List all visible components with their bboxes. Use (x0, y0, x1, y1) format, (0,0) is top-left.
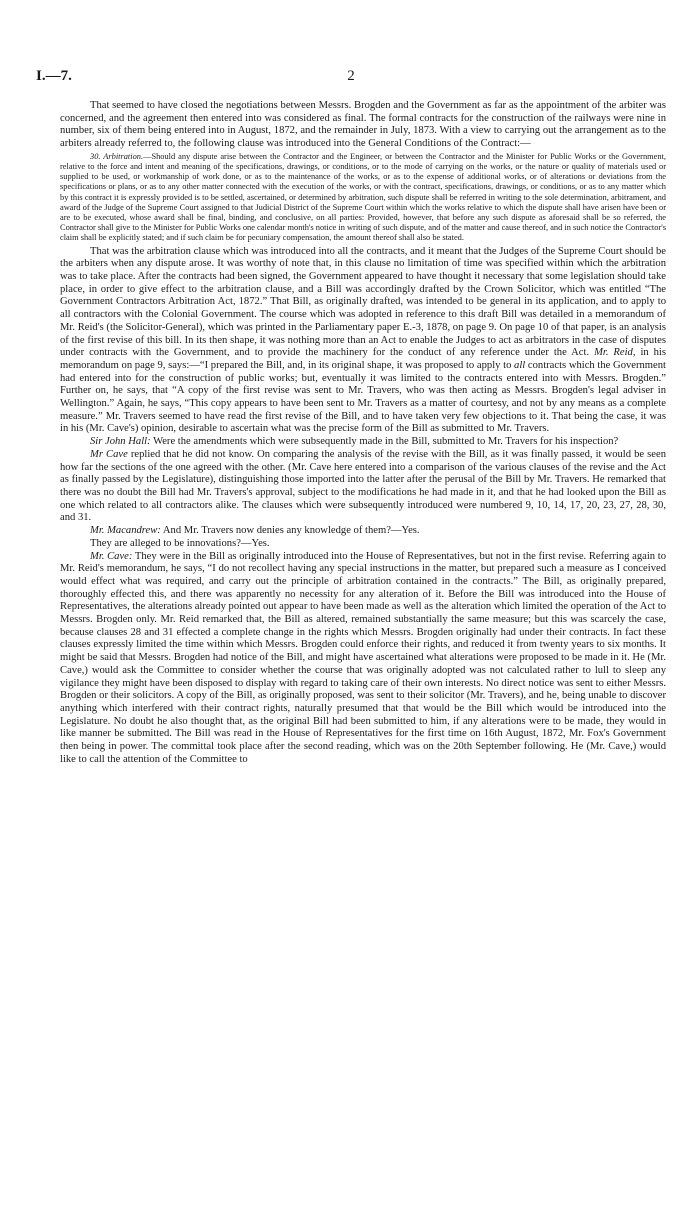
paragraph-hall-text: Were the amendments which were subsequently made in the Bill, submitted to Mr. Travers for his inspection? (150, 436, 619, 448)
paragraph-innovations: They are alleged to be innovations?—Yes. (90, 537, 270, 549)
arbitration-clause-quote (60, 152, 666, 244)
emphasis-all: all (514, 359, 526, 371)
speaker-hall: Sir John Hall: (90, 436, 151, 448)
paragraph-hall (60, 436, 666, 449)
paragraph-arbitration-text-3: contracts which the Government had entered into for the construction of public works; but, eventually it was limited to the contracts entered into with Messrs. Brogden.” Further on, he says, that “A copy of the first revise was sent to Mr. Travers, who was then acting as Messrs. Brogden's legal adviser in Wellington.” Again, he says, “This copy appears to have been sent to Mr. Travers as a matter of courtesy, and not by any means as a complete measure.” Mr. Travers seemed to have read the first revise of the Bill, and to have taken very few objections to it. That being the case, it was in his (Mr. Cave's) opinion, desirable to ascertain what was the precise form of the Bill as submitted to Mr. Travers. (60, 359, 666, 435)
paragraph-intro: That seemed to have closed the negotiations between Messrs. Brogden and the Government as far as the appointment of the arbiter was concerned, and the agreement then entered into was considered as final. The formal contracts for the construction of the railways were nine in number, six of them being entered into in August, 1872, and the remainder in July, 1873. With a view to carrying out the arrangement as to the arbiters already referred to, the following clause was introduced into the General Conditions of the Contract:— (60, 100, 666, 150)
paragraph-cave-long-text: They were in the Bill as originally introduced into the House of Representatives, but not in the first revise. Referring again to Mr. Reid's memorandum, he says, “I do not recollect having any special instructions in the matter, but prepared such a measure as I conceived would effect what was required, and carry out the principle of arbitration contained in the contracts.” The Bill, as originally prepared, thoroughly effected this, and there was apparently no necessity for any alteration of it. Before the Bill was introduced into the House of Representatives, the alterations already pointed out appear to have been made as well as the alteration which limited the operation of the Act to Messrs. Brogden only. Mr. Reid remarked that, the Bill as altered, remained substantially the same measure; but this was scarcely the case, because clauses 28 and 31 effected a complete change in the rights which Messrs. Brogden originally had under their contracts. In fact these clauses expressly limited the time within which Messrs. Brogden could enforce their rights, and reduced it from twenty years to six months. It might be said that Messrs. Brogden had notice of the Bill, and might have ascertained what alterations were proposed to be made in it. He (Mr. Cave,) would ask the Committee to consider whether the course that was originally adopted was not calculated rather to lull to sleep any vigilance they might have been disposed to display with regard to taking care of their own interests. No direct notice was sent to either Messrs. Brogden or their solicitors. A copy of the Bill, as originally proposed, was sent to their solicitor (Mr. Travers), and he, being unable to discover anything which interfered with their contract rights, naturally presumed that that would be the Bill which would be introduced into the Legislature. No doubt he also thought that, as the original Bill had been submitted to him, if any alterations were to be made, they would in like manner be submitted. The Bill was read in the House of Representatives for the first time on 16th August, 1872, Mr. Fox's Government then being in power. The committal took place after the second reading, which was on the 20th September following. He (Mr. Cave,) would like to call the attention of the Committee to (60, 550, 666, 765)
speaker-reid: Mr. Reid, (594, 347, 636, 359)
paragraph-arbitration-text: That was the arbitration clause which was introduced into all the contracts, and it meant that the Judges of the Supreme Court should be the arbiters when any dispute arose. It was worthy of note that, in this clause no limitation of time was specified within which the arbitration was to take place. After the contracts had been signed, the Government appeared to have thought it necessary that some legislation should take place, in order to give effect to the arbitration clause, and a Bill was accordingly drafted by the Crown Solicitor, which was entitled “The Government Contractors Arbitration Act, 1872.” That Bill, as originally drafted, was intended to be general in its application, and to apply to all contractors with the Colonial Government. The course which was adopted in reference to this draft Bill was detailed in a memorandum of Mr. Reid's (the Solicitor-General), which was printed in the Parliamentary paper E.-3, 1878, on page 9. On page 10 of that paper, is an analysis of the first revise of this bill. In its then shape, it was nothing more than an Act to enable the Judges to act as arbitrators in the case of disputes under contracts with the Government, and to provide the machinery for the conduct of any reference under the Act. (60, 245, 666, 359)
paragraph-macandrew-text: And Mr. Travers now denies any knowledge of them?—Yes. (160, 525, 420, 537)
paragraph-macandrew (60, 525, 666, 538)
paragraph-cave-long (60, 551, 666, 767)
paragraph-cave-reply (60, 449, 666, 525)
speaker-cave: Mr Cave (90, 448, 128, 460)
document-reference: I.—7. (36, 68, 72, 84)
paragraph-arbitration-text-2: in his memorandum on page 9, says:—“I prepared the Bill, and, in its original shape, it was proposed to apply to (60, 347, 666, 371)
paragraph-cave-reply-text: replied that he did not know. On comparing the analysis of the revise with the Bill, as it was finally passed, it would be seen how far the sections of the one agreed with the other. (Mr. Cave here entered into a comparison of the various clauses of the revise and the Act as finally passed by the Legislature), distinguishing those imported into the latter after the perusal of the Bill by Mr. Travers. He remarked that there was no doubt the Bill had Mr. Travers's approval, subject to the modifications he had made in it, and that he had looked upon the Bill as one which related to all contractors alike. The clauses which were subsequently introduced were numbered 9, 10, 14, 17, 20, 23, 27, 28, 30, and 31. (60, 448, 666, 524)
page-header (36, 68, 666, 92)
speaker-cave-2: Mr. Cave: (90, 550, 133, 562)
page-number: 2 (347, 68, 355, 84)
paragraph-arbitration (60, 246, 666, 437)
clause-label: 30. Arbitration. (90, 151, 144, 161)
clause-text: —Should any dispute arise between the Contractor and the Engineer, or between the Contractor and the Minister for Public Works or the Government, relative to the force and intent and meaning of the specifications, drawings, or conditions, or to the mode of carrying on the works, or the nature or quality of materials used or supplied to be used, or workmanship of work done, or as to the maintenance of the works, or as to the expense of additional works, or of alterations or deviations from the specifications or plans, or as to any other matter connected with the execution of the works, or with the contract, specifications, drawings, or conditions, or as to any matter which by this contract it is expressly provided is to be settled, ascertained, or determined by arbitration, such dispute shall be referred in writing to the sole determination, arbitrament, and award of the Judge of the Supreme Court assigned to that Judicial District of the Supreme Court within which the works relative to which the dispute shall have arisen have been or are to be executed, whose award shall be final, binding, and conclusive, on all parties: Provided, however, that before any such dispute as aforesaid shall be so referred, the Contractor shall give to the Minister for Public Works one calendar month's notice in writing of such dispute, and of the matter and cause thereof, and in such notice the Contractor's claim shall be explicitly stated; and if such claim be for pecuniary compensation, the amount thereof shall also be stated. (60, 151, 666, 243)
speaker-macandrew: Mr. Macandrew: (90, 525, 161, 537)
document-body (60, 100, 666, 766)
